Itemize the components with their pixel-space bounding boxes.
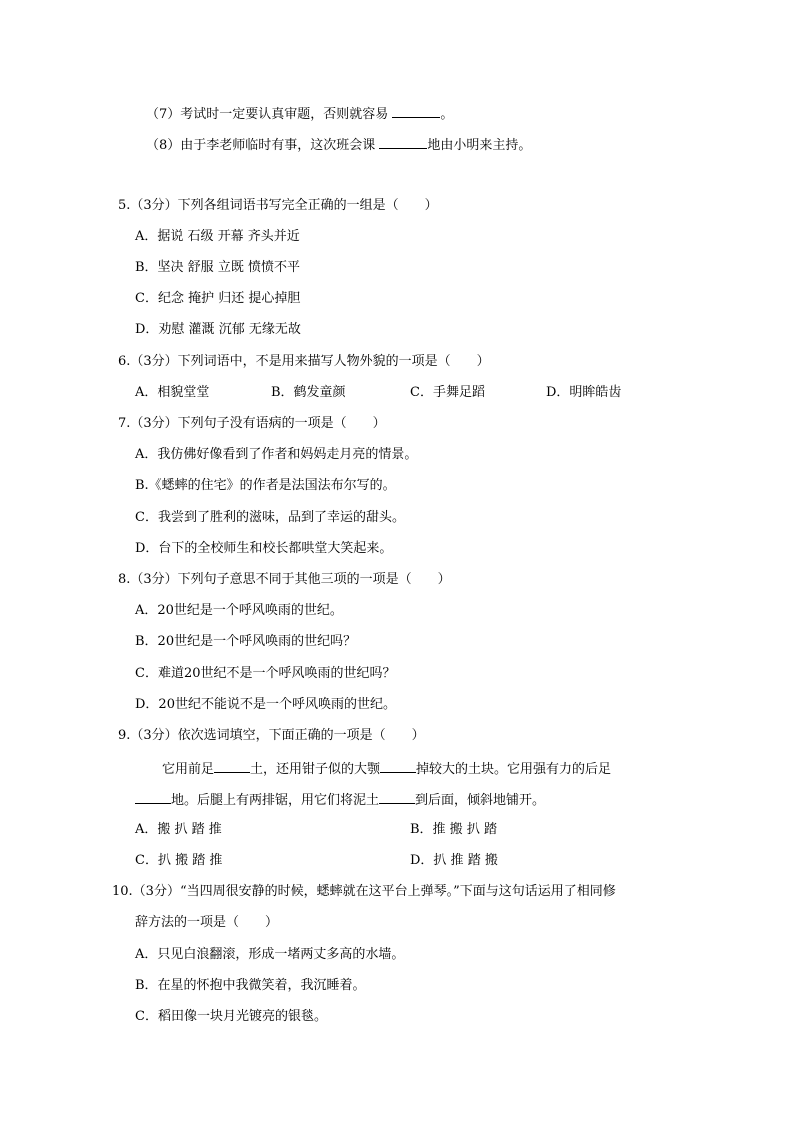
fill-item-7-end: 。: [440, 107, 454, 122]
question-6-option-b: B．鹤发童颜: [271, 385, 346, 400]
passage-text: 它用前足: [162, 762, 215, 777]
question-5-option-c: C．纪念 掩护 归还 提心掉胆: [135, 291, 301, 306]
question-8-option-a: A．20世纪是一个呼风唤雨的世纪。: [135, 603, 343, 618]
answer-blank: [379, 790, 415, 804]
question-8-stem: 8.（3分）下列句子意思不同于其他三项的一项是（ ）: [118, 572, 451, 587]
question-5-option-d: D．劝慰 灌溉 沉郁 无缘无故: [135, 322, 301, 337]
answer-blank: [380, 759, 416, 773]
question-10-option-a: A．只见白浪翻滚，形成一堵两丈多高的水墙。: [135, 947, 405, 962]
answer-blank: [392, 104, 440, 118]
question-9-option-b: B．推 搬 扒 踏: [410, 822, 497, 837]
question-6-option-c: C．手舞足蹈: [410, 385, 485, 400]
question-9-option-a: A．搬 扒 踏 推: [135, 822, 222, 837]
question-10-stem: 10.（3分）“当四周很安静的时候，蟋蟀就在这平台上弹琴。”下面与这句话运用了相同修: [112, 884, 616, 899]
fill-item-7: [146, 104, 453, 122]
passage-text: 掉较大的土块。它用强有力的后足: [416, 762, 612, 777]
fill-item-7-text: （7）考试时一定要认真审题，否则就容易: [146, 107, 393, 122]
question-10-option-b: B．在星的怀抱中我微笑着，我沉睡着。: [135, 978, 366, 993]
question-6-option-a: A．相貌堂堂: [135, 385, 210, 400]
question-7-option-b: B.《蟋蟀的住宅》的作者是法国法布尔写的。: [135, 478, 396, 493]
question-8-option-b: B．20世纪是一个呼风唤雨的世纪吗？: [135, 634, 357, 649]
question-7-stem: 7.（3分）下列句子没有语病的一项是（ ）: [118, 416, 386, 431]
question-9-passage-line-1: [162, 759, 611, 777]
answer-blank: [135, 790, 171, 804]
question-7-option-a: A．我仿佛好像看到了作者和妈妈走月亮的情景。: [135, 447, 418, 462]
question-9-option-d: D．扒 推 踏 搬: [410, 853, 498, 868]
question-6-option-d: D．明眸皓齿: [546, 385, 622, 400]
fill-item-8-text: （8）由于李老师临时有事，这次班会课: [146, 138, 380, 153]
question-8-option-d: D．20世纪不能说不是一个呼风唤雨的世纪。: [135, 697, 396, 712]
answer-blank: [214, 759, 250, 773]
question-8-option-c: C．难道20世纪不是一个呼风唤雨的世纪吗？: [135, 666, 396, 681]
question-7-option-d: D．台下的全校师生和校长都哄堂大笑起来。: [135, 541, 393, 556]
question-7-option-c: C．我尝到了胜利的滋味，品到了幸运的甜头。: [135, 510, 405, 525]
question-5-stem: 5.（3分）下列各组词语书写完全正确的一组是（ ）: [118, 198, 438, 213]
passage-text: 地。后腿上有两排锯，用它们将泥土: [171, 793, 380, 808]
fill-item-8-end: 地由小明来主持。: [427, 138, 532, 153]
passage-text: 到后面，倾斜地铺开。: [415, 793, 546, 808]
passage-text: 土，还用钳子似的大颚: [250, 762, 381, 777]
question-9-stem: 9.（3分）依次选词填空，下面正确的一项是（ ）: [118, 728, 425, 743]
answer-blank: [379, 135, 427, 149]
question-5-option-b: B．坚决 舒服 立既 愤愤不平: [135, 260, 300, 275]
question-10-option-c: C．稻田像一块月光镀亮的银毯。: [135, 1009, 327, 1024]
question-9-option-c: C．扒 搬 踏 推: [135, 853, 223, 868]
question-6-stem: 6.（3分）下列词语中，不是用来描写人物外貌的一项是（ ）: [118, 354, 490, 369]
question-9-passage-line-2: [135, 790, 545, 808]
question-10-stem-cont: 辞方法的一项是（ ）: [135, 915, 279, 930]
fill-item-8: [146, 135, 531, 153]
question-5-option-a: A．据说 石级 开幕 齐头并近: [135, 229, 300, 244]
